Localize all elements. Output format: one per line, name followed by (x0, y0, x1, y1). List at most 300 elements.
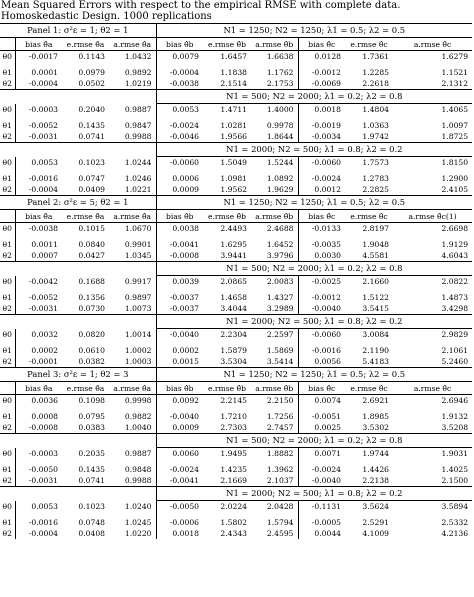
column-header: bias θ̂b (156, 210, 203, 223)
results-table-body (0, 24, 472, 540)
group-header-row (0, 487, 472, 501)
table-cell: -0.0040 (156, 329, 203, 341)
table-cell: -0.0004 (15, 78, 62, 90)
panel-header-row (0, 196, 472, 210)
table-cell: 1.1762 (266, 68, 294, 77)
table-cell: 0.9917 (124, 276, 152, 286)
table-cell: 1.4065 (441, 105, 469, 114)
table-cell: 5.2460 (441, 357, 469, 366)
table-cell: 0.1435 (78, 121, 105, 130)
table-cell: 1.9744 (362, 449, 389, 458)
table-cell: -0.0024 (298, 173, 345, 184)
table-cell: 3.4044 (220, 304, 247, 313)
table-row (0, 464, 472, 475)
row-label: θ0 (2, 329, 12, 339)
table-cell: 0.0007 (15, 250, 62, 262)
column-header: e.rmse θ̂a (62, 210, 109, 223)
table-cell: 0.9882 (124, 412, 152, 421)
table-cell: 2.1660 (362, 277, 389, 286)
table-cell: 0.0011 (15, 239, 62, 250)
table-cell: 0.0006 (156, 173, 203, 184)
table-cell: 4.6043 (441, 251, 469, 260)
table-cell: 0.0044 (298, 528, 345, 539)
table-cell: 0.0009 (156, 422, 203, 434)
table-cell: 2.2145 (220, 396, 247, 405)
table-cell: 0.9998 (124, 396, 152, 405)
table-cell: -0.0012 (298, 67, 345, 78)
table-cell: 0.1098 (78, 396, 105, 405)
table-cell: 1.7573 (362, 158, 389, 167)
column-header: a.rmse θ̂c (393, 38, 472, 51)
column-header: e.rmse θ̂b (203, 38, 251, 51)
table-cell: -0.0008 (156, 250, 203, 262)
table-cell: 1.9629 (266, 185, 294, 194)
group-label: N1 = 500; N2 = 2000; λ1 = 0.2; λ2 = 0.8 (156, 90, 472, 104)
table-cell: 1.6638 (266, 52, 294, 61)
table-cell: 0.0053 (15, 157, 62, 169)
table-cell: -0.0042 (15, 276, 62, 288)
table-cell: 2.0822 (441, 277, 469, 286)
row-label: θ2 (2, 476, 12, 485)
table-cell: 2.2618 (362, 79, 389, 88)
table-cell: 1.6295 (220, 240, 247, 249)
table-cell: 0.1143 (78, 52, 105, 61)
table-cell: -0.0012 (298, 292, 345, 303)
table-cell: 1.0363 (362, 121, 389, 130)
table-cell: 1.0246 (124, 174, 152, 183)
table-cell: 3.5415 (362, 304, 389, 313)
table-cell: 1.4235 (220, 465, 247, 474)
table-cell: 1.0432 (124, 52, 152, 61)
table-cell: 2.2150 (266, 396, 294, 405)
table-cell: 0.9988 (124, 476, 152, 485)
row-label: θ0 (2, 52, 12, 61)
table-cell: -0.0050 (15, 464, 62, 475)
table-cell: 1.0014 (124, 329, 152, 339)
group-spacer (0, 487, 156, 501)
table-cell: 0.9978 (266, 121, 294, 130)
table-cell: 2.2138 (362, 476, 389, 485)
table-cell: 1.4025 (441, 465, 469, 474)
table-cell: -0.0060 (298, 157, 345, 169)
table-cell: 1.0219 (124, 79, 152, 88)
table-cell: -0.0019 (298, 120, 345, 131)
table-cell: 2.4595 (266, 529, 294, 538)
table-cell: -0.0031 (15, 475, 62, 487)
table-cell: 1.9031 (441, 449, 469, 458)
table-cell: 0.9847 (124, 121, 152, 130)
table-cell: 1.8725 (441, 132, 469, 141)
row-label: θ2 (2, 357, 12, 366)
table-cell: -0.0031 (15, 303, 62, 315)
table-cell: -0.0004 (156, 67, 203, 78)
row-label-header (0, 210, 15, 223)
column-header-row (0, 38, 472, 51)
table-cell: 0.0018 (156, 528, 203, 539)
table-cell: -0.1131 (298, 501, 345, 513)
table-cell: 0.2040 (78, 104, 105, 114)
table-cell: 0.0741 (78, 476, 105, 485)
column-header: a.rmse θ̂b (251, 210, 298, 223)
table-cell: -0.0041 (156, 239, 203, 250)
table-cell: 2.4493 (220, 224, 247, 233)
table-row (0, 448, 472, 460)
table-cell: 1.6279 (441, 52, 469, 61)
panel-header-row (0, 24, 472, 38)
table-cell: 0.9887 (124, 104, 152, 114)
column-header: bias θ̂c (298, 382, 345, 395)
table-row (0, 157, 472, 169)
table-row (0, 104, 472, 116)
group-label: N1 = 1250; N2 = 1250; λ1 = 0.5; λ2 = 0.5 (156, 196, 472, 210)
table-cell: 0.0038 (156, 223, 203, 235)
table-row (0, 67, 472, 78)
table-cell: 0.0128 (298, 51, 345, 63)
table-cell: 0.0025 (298, 422, 345, 434)
group-spacer (0, 262, 156, 276)
row-label: θ2 (2, 251, 12, 260)
row-label: θ1 (2, 293, 12, 302)
table-cell: 0.0079 (156, 51, 203, 63)
table-cell: 2.1669 (220, 476, 247, 485)
table-cell: 0.0071 (298, 448, 345, 460)
table-cell: -0.0038 (15, 223, 62, 235)
table-cell: 1.2900 (441, 174, 469, 183)
panel-header-row (0, 368, 472, 382)
table-cell: 1.0221 (124, 185, 152, 194)
table-cell: 1.0981 (220, 174, 247, 183)
table-cell: 4.5581 (362, 251, 389, 260)
column-header-row (0, 382, 472, 395)
table-row (0, 223, 472, 235)
table-cell: -0.0016 (15, 173, 62, 184)
row-label-header (0, 382, 15, 395)
table-cell: 0.0092 (156, 395, 203, 407)
table-cell: 0.9848 (124, 465, 152, 474)
table-row (0, 422, 472, 434)
table-cell: -0.0038 (156, 78, 203, 90)
table-row (0, 528, 472, 539)
table-cell: 0.0053 (15, 501, 62, 513)
table-cell: 1.0040 (124, 423, 152, 432)
row-label: θ2 (2, 79, 12, 88)
table-cell: -0.0024 (156, 464, 203, 475)
table-cell: 0.0427 (78, 251, 105, 260)
group-spacer (0, 90, 156, 104)
table-cell: -0.0016 (298, 345, 345, 356)
column-header: e.rmse θ̂b (203, 210, 251, 223)
table-row (0, 250, 472, 262)
table-row (0, 395, 472, 407)
table-cell: 0.0741 (78, 132, 105, 141)
table-cell: 1.7256 (266, 412, 294, 421)
column-header: e.rmse θ̂c (345, 210, 393, 223)
row-label: θ0 (2, 224, 12, 233)
table-cell: 0.0382 (78, 357, 105, 366)
row-label: θ1 (2, 518, 12, 527)
table-cell: 2.6698 (441, 224, 469, 233)
table-cell: 0.0408 (78, 529, 105, 538)
table-cell: 3.2989 (266, 304, 294, 313)
column-header: e.rmse θ̂c (345, 382, 393, 395)
table-cell: 1.0003 (124, 357, 152, 366)
row-label: θ1 (2, 346, 12, 355)
row-label: θ2 (2, 132, 12, 141)
group-header-row (0, 90, 472, 104)
table-cell: 0.0730 (78, 304, 105, 313)
table-cell: -0.0001 (15, 356, 62, 368)
table-cell: 0.0747 (78, 174, 105, 183)
column-header: e.rmse θ̂c (345, 38, 393, 51)
table-cell: 1.9742 (362, 132, 389, 141)
group-label: N1 = 1250; N2 = 1250; λ1 = 0.5; λ2 = 0.5 (156, 24, 472, 38)
table-cell: 1.9566 (220, 132, 247, 141)
table-cell: 0.2035 (78, 448, 105, 458)
column-header: a.rmse θ̂a (109, 210, 156, 223)
table-row (0, 184, 472, 196)
row-label: θ0 (2, 396, 12, 405)
column-header: a.rmse θ̂b (251, 38, 298, 51)
group-spacer (0, 434, 156, 448)
table-cell: 1.4711 (220, 105, 247, 114)
table-cell: 2.7457 (266, 423, 294, 432)
table-cell: -0.0008 (15, 422, 62, 434)
table-cell: 1.2285 (362, 68, 389, 77)
table-cell: 1.0245 (124, 518, 152, 527)
table-cell: 2.9829 (441, 330, 469, 339)
table-cell: -0.0040 (298, 303, 345, 315)
table-row (0, 78, 472, 90)
table-cell: 3.5208 (441, 423, 469, 432)
table-cell: 1.8985 (362, 412, 389, 421)
table-cell: 1.0073 (124, 304, 152, 313)
row-label: θ1 (2, 240, 12, 249)
table-cell: 0.0979 (78, 68, 105, 77)
table-cell: 1.8882 (266, 449, 294, 458)
table-cell: -0.0050 (156, 501, 203, 513)
column-header: bias θ̂c (298, 210, 345, 223)
table-cell: 1.7361 (362, 52, 389, 61)
group-header-row (0, 143, 472, 157)
table-cell: 1.2783 (362, 174, 389, 183)
group-header-row (0, 262, 472, 276)
group-header-row (0, 434, 472, 448)
table-cell: -0.0034 (298, 131, 345, 143)
row-label: θ1 (2, 174, 12, 183)
table-cell: 0.0409 (78, 185, 105, 194)
results-table (0, 23, 472, 539)
table-cell: -0.0031 (15, 131, 62, 143)
table-cell: 2.0865 (220, 277, 247, 286)
table-cell: -0.0005 (298, 517, 345, 528)
table-cell: 0.0002 (156, 345, 203, 356)
table-row (0, 120, 472, 131)
row-label: θ2 (2, 529, 12, 538)
table-cell: 0.0795 (78, 412, 105, 421)
table-cell: -0.0006 (156, 517, 203, 528)
table-cell: -0.0037 (156, 292, 203, 303)
table-cell: -0.0003 (15, 104, 62, 116)
column-header: e.rmse θ̂b (203, 382, 251, 395)
row-label: θ2 (2, 304, 12, 313)
column-header: bias θ̂a (15, 382, 62, 395)
table-cell: 0.9988 (124, 132, 152, 141)
table-cell: 0.1688 (78, 276, 105, 286)
table-cell: 0.0840 (78, 240, 105, 249)
table-cell: 2.5291 (362, 518, 389, 527)
table-cell: 2.2304 (220, 330, 247, 339)
column-header: a.rmse θ̂a (109, 382, 156, 395)
table-cell: 1.0002 (124, 346, 152, 355)
table-cell: 0.0015 (156, 356, 203, 368)
table-cell: 1.0892 (266, 174, 294, 183)
table-cell: 1.0244 (124, 157, 152, 167)
table-cell: 1.1521 (441, 68, 469, 77)
table-cell: 1.3962 (266, 465, 294, 474)
table-cell: 1.0281 (220, 121, 247, 130)
table-cell: 0.1023 (78, 157, 105, 167)
column-header: a.rmse θ̂c (393, 382, 472, 395)
column-header-row (0, 210, 472, 223)
table-cell: 2.5332 (441, 518, 469, 527)
table-cell: 0.0748 (78, 518, 105, 527)
table-row (0, 276, 472, 288)
table-cell: 3.5624 (362, 502, 389, 511)
table-cell: 1.8150 (441, 158, 469, 167)
table-cell: 0.0008 (15, 411, 62, 422)
table-cell: 3.5302 (362, 423, 389, 432)
table-cell: 1.0345 (124, 251, 152, 260)
panel-title: Panel 2: σ²ε = 5; θ2 = 1 (0, 196, 156, 210)
table-cell: 3.9796 (266, 251, 294, 260)
table-cell: -0.0035 (298, 239, 345, 250)
table-cell: 1.5802 (220, 518, 247, 527)
table-cell: 1.0670 (124, 224, 152, 233)
table-cell: 2.0224 (220, 502, 247, 511)
table-cell: -0.0016 (15, 517, 62, 528)
table-row (0, 303, 472, 315)
table-row (0, 356, 472, 368)
table-cell: 2.0083 (266, 277, 294, 286)
table-cell: 2.4343 (220, 529, 247, 538)
row-label-header (0, 38, 15, 51)
table-cell: 2.1514 (220, 79, 247, 88)
table-cell: -0.0069 (298, 78, 345, 90)
table-row (0, 517, 472, 528)
table-cell: 0.9887 (124, 448, 152, 458)
row-label: θ1 (2, 412, 12, 421)
table-cell: 4.1009 (362, 529, 389, 538)
table-cell: -0.0003 (15, 448, 62, 460)
table-cell: -0.0052 (15, 120, 62, 131)
table-cell: -0.0133 (298, 223, 345, 235)
table-cell: -0.0051 (298, 411, 345, 422)
table-cell: 0.0030 (298, 250, 345, 262)
table-cell: -0.0060 (156, 157, 203, 169)
table-cell: -0.0046 (156, 131, 203, 143)
column-header: bias θ̂a (15, 38, 62, 51)
group-spacer (0, 315, 156, 329)
table-cell: 0.0060 (156, 448, 203, 460)
group-spacer (0, 143, 156, 157)
table-cell: -0.0060 (298, 329, 345, 341)
table-cell: 0.0610 (78, 346, 105, 355)
table-cell: 1.0097 (441, 121, 469, 130)
table-cell: 2.6946 (441, 396, 469, 405)
table-cell: 0.0036 (15, 395, 62, 407)
table-cell: 1.4873 (441, 293, 469, 302)
table-row (0, 501, 472, 513)
group-label: N1 = 500; N2 = 2000; λ1 = 0.2; λ2 = 0.8 (156, 434, 472, 448)
row-label: θ0 (2, 448, 12, 458)
column-header: bias θ̂a (15, 210, 62, 223)
row-label: θ1 (2, 68, 12, 77)
row-label: θ2 (2, 185, 12, 194)
table-cell: 2.4688 (266, 224, 294, 233)
row-label: θ1 (2, 465, 12, 474)
table-cell: 0.9892 (124, 68, 152, 77)
table-cell: 1.4327 (266, 293, 294, 302)
table-cell: 2.1061 (441, 346, 469, 355)
table-cell: 1.4000 (266, 105, 294, 114)
table-cell: 2.1037 (266, 476, 294, 485)
table-cell: 0.0502 (78, 79, 105, 88)
table-cell: 1.0220 (124, 529, 152, 538)
row-label: θ0 (2, 104, 12, 114)
table-cell: 1.0240 (124, 501, 152, 511)
table-cell: 0.1435 (78, 465, 105, 474)
table-cell: 3.5304 (220, 357, 247, 366)
group-label: N1 = 2000; N2 = 500; λ1 = 0.8; λ2 = 0.2 (156, 315, 472, 329)
table-cell: 2.8197 (362, 224, 389, 233)
row-label: θ2 (2, 423, 12, 432)
table-cell: 1.9132 (441, 412, 469, 421)
table-cell: 2.7303 (220, 423, 247, 432)
column-header: bias θ̂b (156, 38, 203, 51)
table-cell: 0.0009 (156, 184, 203, 196)
column-header: bias θ̂c (298, 38, 345, 51)
table-cell: 1.5869 (266, 346, 294, 355)
table-cell: -0.0041 (156, 475, 203, 487)
table-cell: 0.0820 (78, 329, 105, 339)
table-row (0, 345, 472, 356)
table-cell: 0.1015 (78, 224, 105, 233)
row-label: θ0 (2, 276, 12, 286)
group-label: N1 = 500; N2 = 2000; λ1 = 0.2; λ2 = 0.8 (156, 262, 472, 276)
panel-title: Panel 1: σ²ε = 1; θ2 = 1 (0, 24, 156, 38)
table-cell: 1.9562 (220, 185, 247, 194)
table-cell: 1.1838 (220, 68, 247, 77)
table-cell: 0.0383 (78, 423, 105, 432)
table-cell: -0.0037 (156, 303, 203, 315)
table-cell: 1.9129 (441, 240, 469, 249)
table-cell: 0.0056 (298, 356, 345, 368)
table-cell: 3.5414 (266, 357, 294, 366)
group-header-row (0, 315, 472, 329)
row-label: θ1 (2, 121, 12, 130)
column-header: a.rmse θ̂a (109, 38, 156, 51)
table-cell: 2.1190 (362, 346, 389, 355)
table-cell: 1.4426 (362, 465, 389, 474)
table-cell: 1.8644 (266, 132, 294, 141)
table-cell: 1.5122 (362, 293, 389, 302)
column-header: a.rmse θ̂c(1) (393, 210, 472, 223)
table-cell: -0.0024 (156, 120, 203, 131)
table-cell: 0.9897 (124, 293, 152, 302)
table-row (0, 329, 472, 341)
table-cell: -0.0024 (298, 464, 345, 475)
table-cell: -0.0040 (156, 411, 203, 422)
